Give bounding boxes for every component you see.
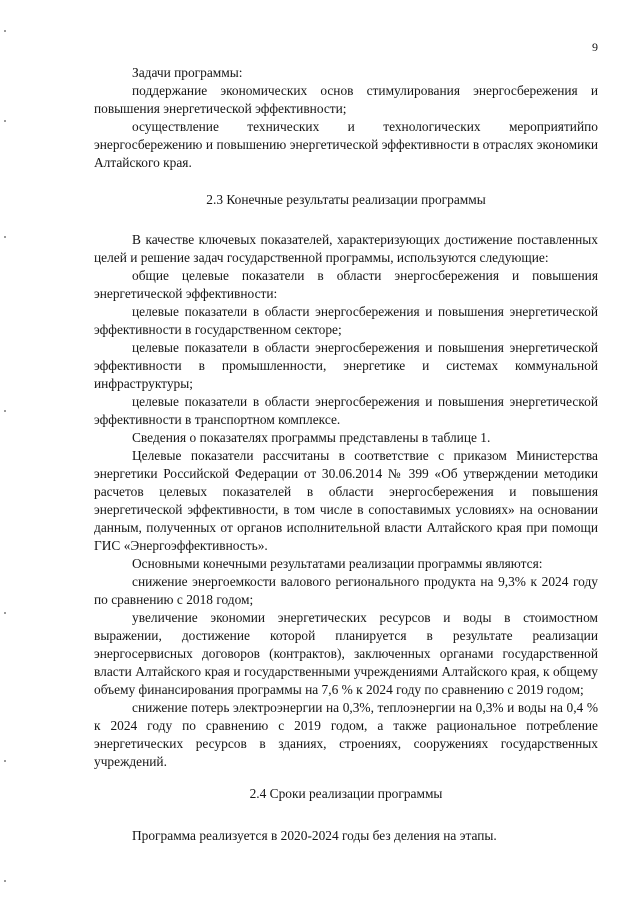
paragraph-program-period: Программа реализуется в 2020-2024 годы без деления на этапы. xyxy=(132,828,497,843)
paragraph-result-energy-intensity: снижение энергоемкости валового регионального продукта на 9,3% к 2024 году по сравнению с 2018 годом; xyxy=(94,574,598,607)
paragraph-main-results: Основными конечными результатами реализации программы являются: xyxy=(132,556,543,571)
page-content xyxy=(94,64,598,845)
scan-mark xyxy=(4,30,6,32)
paragraph-general-indicators: общие целевые показатели в области энергосбережения и повышения энергетической эффективности: xyxy=(94,268,598,301)
paragraph-key-indicators: В качестве ключевых показателей, характеризующих достижение поставленных целей и решение задач государственной программы, используются следующие: xyxy=(94,232,598,265)
paragraph-industry: целевые показатели в области энергосбережения и повышения энергетической эффективности в промышленности, энергетике и системах коммунальной инфраструктуры; xyxy=(94,340,598,391)
scan-mark xyxy=(4,120,6,122)
paragraph-task-1: поддержание экономических основ стимулирования энергосбережения и повышения энергетической эффективности; xyxy=(94,83,598,116)
paragraph-table-reference: Сведения о показателях программы представлены в таблице 1. xyxy=(132,430,491,445)
paragraph-tasks-label: Задачи программы: xyxy=(132,65,243,80)
scan-mark xyxy=(4,880,6,882)
page-number: 9 xyxy=(592,40,598,54)
scan-mark xyxy=(4,760,6,762)
section-heading-2-3: 2.3 Конечные результаты реализации программы xyxy=(206,192,486,207)
margin-scan-marks xyxy=(4,0,7,905)
scan-mark xyxy=(4,236,6,238)
paragraph-result-losses: снижение потерь электроэнергии на 0,3%, теплоэнергии на 0,3% и воды на 0,4 % к 2024 году по сравнению с 2019 годом, а также рациональное потребление энергетических ресурсов в зданиях, строениях, сооружениях государственных учреждений. xyxy=(94,700,598,769)
paragraph-task-2: осуществление технических и технологических мероприятийпо энергосбережению и повышению энергетической эффективности в отраслях экономики Алтайского края. xyxy=(94,119,598,170)
paragraph-ministry-order: Целевые показатели рассчитаны в соответствие с приказом Министерства энергетики Российской Федерации от 30.06.2014 № 399 «Об утверждении методики расчетов целевых показателей в области энергосбережения и повышения энергетической эффективности, в том числе в сопоставимых условиях» на основании данным, полученных от органов исполнительной власти Алтайского края при помощи ГИС «Энергоэффективность». xyxy=(94,448,598,553)
scan-mark xyxy=(4,612,6,614)
paragraph-transport: целевые показатели в области энергосбережения и повышения энергетической эффективности в транспортном комплексе. xyxy=(94,394,598,427)
paragraph-public-sector: целевые показатели в области энергосбережения и повышения энергетической эффективности в государственном секторе; xyxy=(94,304,598,337)
paragraph-result-savings: увеличение экономии энергетических ресурсов и воды в стоимостном выражении, достижение которой планируется в результате реализации энергосервисных договоров (контрактов), заключенных органами государственной власти Алтайского края и государственными учреждениями Алтайского края, к общему объему финансирования программы на 7,6 % к 2024 году по сравнению с 2019 годом; xyxy=(94,610,598,697)
scan-mark xyxy=(4,410,6,412)
section-heading-2-4: 2.4 Сроки реализации программы xyxy=(249,786,443,801)
